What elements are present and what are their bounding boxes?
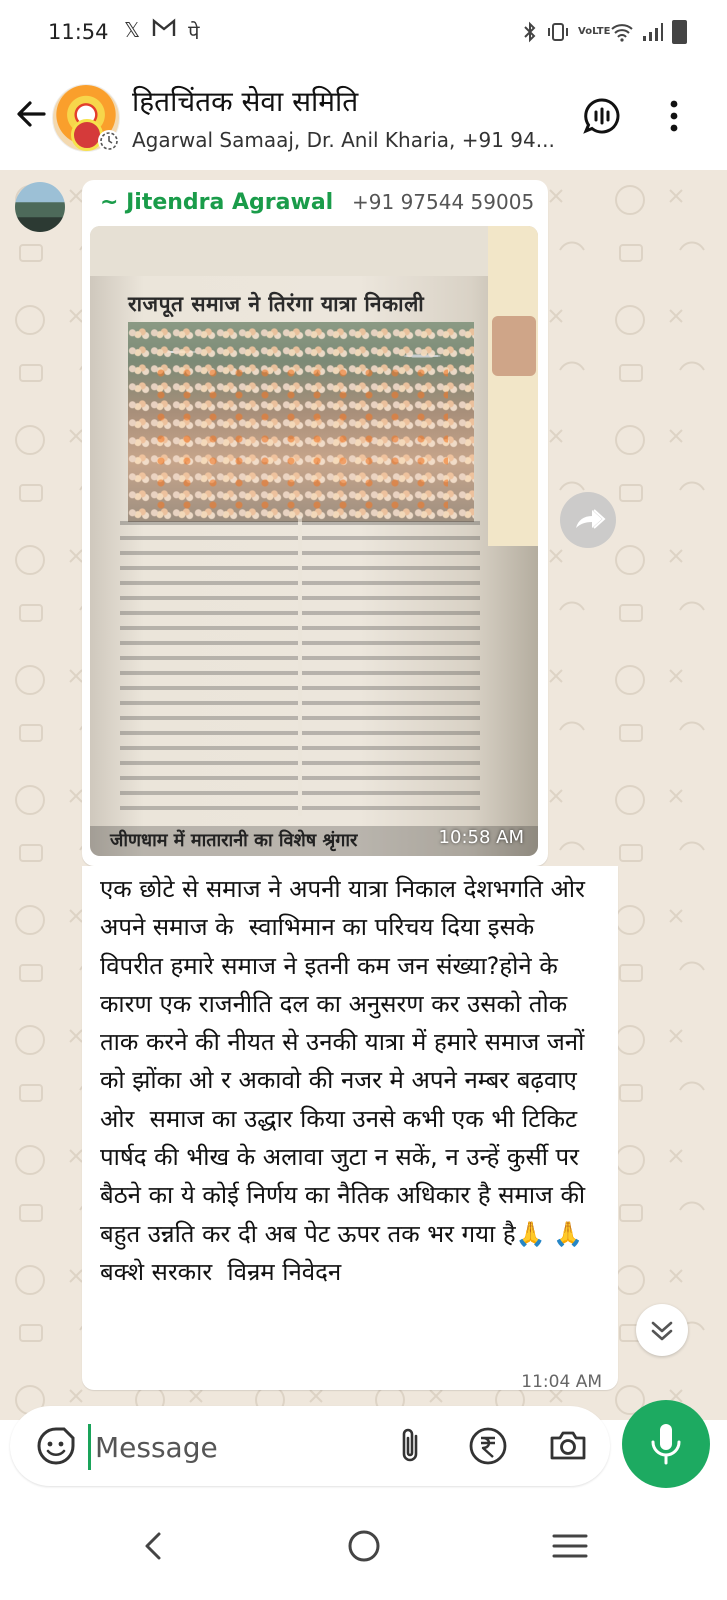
photo-saffron-flags	[148, 362, 448, 512]
volte-icon: VoLTE	[578, 26, 611, 37]
sticker-icon	[34, 1424, 78, 1468]
text-message-bubble[interactable]	[82, 866, 618, 1390]
sticker-button[interactable]	[34, 1424, 78, 1468]
notification-icons	[124, 18, 200, 45]
message-input[interactable]	[88, 1424, 387, 1470]
vibrate-icon	[546, 22, 570, 42]
microphone-icon	[622, 1400, 710, 1488]
message-timestamp: 11:04 AM	[521, 1372, 602, 1390]
group-members[interactable]: Agarwal Samaaj, Dr. Anil Kharia, +91 94...	[132, 128, 555, 152]
forward-button[interactable]	[560, 492, 616, 548]
sender-name[interactable]: ~ Jitendra Agrawal	[100, 190, 334, 215]
group-name[interactable]: हितचिंतक सेवा समिति	[132, 85, 359, 118]
chat-area[interactable]	[0, 170, 727, 1420]
nav-recents-button[interactable]	[550, 1526, 590, 1566]
disappearing-timer-icon	[98, 130, 120, 152]
side-portrait	[492, 316, 536, 376]
battery-icon	[672, 20, 687, 44]
paperclip-icon	[388, 1424, 432, 1468]
image-message-bubble[interactable]	[82, 180, 548, 866]
bluetooth-icon	[522, 21, 538, 43]
news-footer-headline: जीणधाम में मातारानी का विशेष श्रृंगार	[110, 830, 358, 851]
circle-home-icon	[342, 1524, 386, 1568]
double-chevron-down-icon	[636, 1304, 688, 1356]
recents-lines-icon	[550, 1526, 590, 1566]
news-headline: राजपूत समाज ने तिरंगा यात्रा निकाली	[128, 292, 425, 316]
message-composer	[0, 1406, 727, 1506]
voice-chat-icon	[582, 96, 622, 136]
rupee-icon	[466, 1424, 510, 1468]
scroll-to-bottom-button[interactable]	[636, 1304, 688, 1356]
nav-back-button[interactable]	[134, 1526, 174, 1566]
phonepe-icon: पे	[188, 20, 200, 44]
newspaper-side-column	[488, 226, 538, 546]
message-text[interactable]: एक छोटे से समाज ने अपनी यात्रा निकाल देशभगति ओर अपने समाज के स्वाभिमान का परिचय दिया इसके विपरीत हमारे समाज ने इतनी कम जन संख्या?होने के कारण एक राजनीति दल का अनुसरण कर उसको तोक ताक करने की नीयत से उनकी यात्रा में हमारे समाज जनों को झोंका ओ र अकावो की नजर मे अपने नम्बर बढ़वाए ओर समाज का उद्धार किया उनसे कभी एक भी टिकिट पार्षद की भीख के अलावा जुटा न सकें, न उन्हें कुर्सी पर बैठने का ये कोई निर्णय का नैतिक अधिकार है समाज की बहुत उन्नति कर दी अब पेट ऊपर तक भर गया है🙏 🙏 बक्शे सरकार विन्रम निवेदन	[100, 875, 601, 1286]
chevron-left-icon	[134, 1526, 174, 1566]
voice-chat-button[interactable]	[582, 96, 622, 136]
news-crowd-photo	[128, 322, 474, 522]
newspaper-top-strip	[90, 226, 538, 276]
more-options-button[interactable]	[662, 96, 686, 136]
signal-icon	[642, 22, 664, 42]
newspaper-photo[interactable]	[90, 226, 538, 856]
image-timestamp: 10:58 AM	[438, 827, 524, 848]
gmail-icon	[152, 18, 176, 45]
sender-avatar[interactable]	[15, 182, 65, 232]
nav-home-button[interactable]	[342, 1524, 386, 1568]
wifi-icon	[610, 22, 634, 42]
voice-message-button[interactable]	[622, 1400, 710, 1488]
status-bar	[0, 0, 727, 66]
payment-button[interactable]	[466, 1424, 510, 1468]
column-divider	[298, 516, 302, 816]
forward-icon	[560, 492, 616, 548]
system-navigation-bar	[0, 1506, 727, 1600]
news-article-text-block	[120, 516, 480, 816]
sender-phone[interactable]: +91 97544 59005	[352, 190, 535, 214]
attach-button[interactable]	[388, 1424, 432, 1468]
system-icons	[522, 20, 687, 44]
arrow-left-icon	[12, 94, 52, 134]
input-pill	[10, 1406, 610, 1486]
chat-header	[0, 66, 727, 170]
status-time: 11:54	[48, 20, 109, 44]
more-vertical-icon	[662, 96, 686, 136]
x-icon: 𝕏	[124, 18, 141, 42]
back-button[interactable]	[12, 94, 52, 134]
camera-button[interactable]	[546, 1424, 590, 1468]
camera-icon	[546, 1424, 590, 1468]
